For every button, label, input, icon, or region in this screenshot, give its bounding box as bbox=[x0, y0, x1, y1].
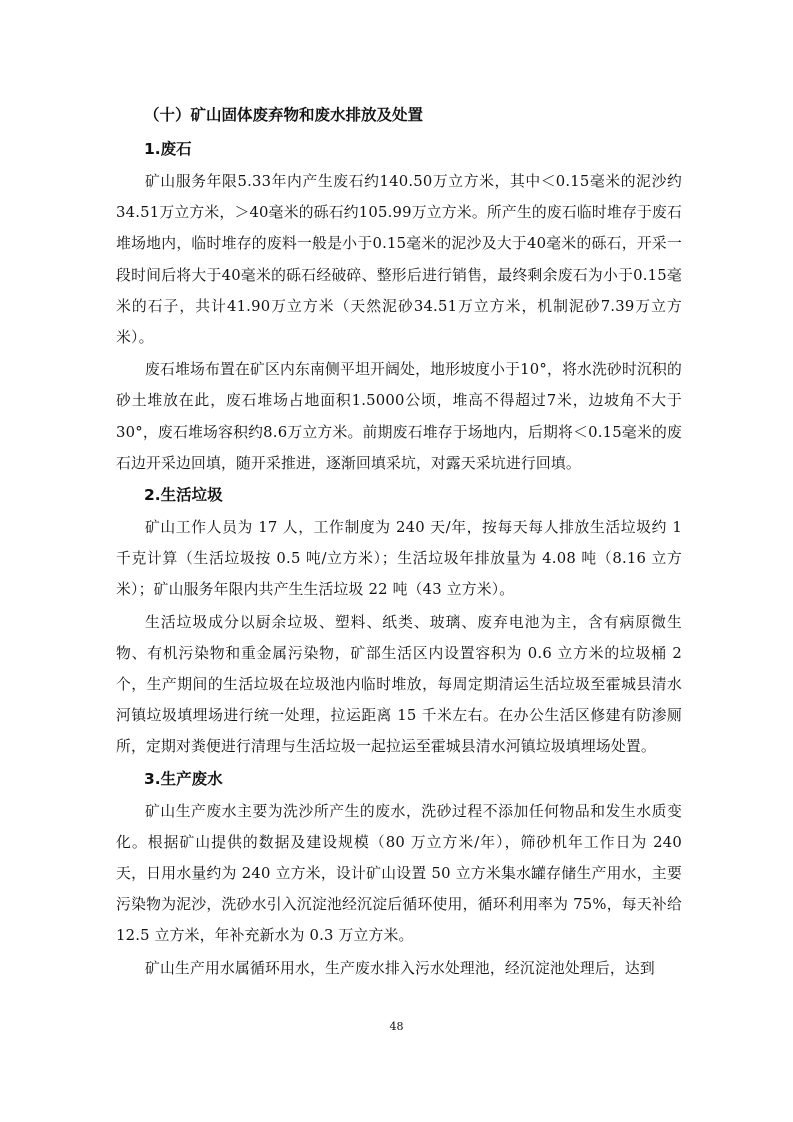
paragraph: 生活垃圾成分以厨余垃圾、塑料、纸类、玻璃、废弃电池为主，含有病原微生物、有机污染物和重金属污染物，矿部生活区内设置容积为 0.6 立方米的垃圾桶 2 个，生产期间的生活垃圾在垃圾池内临时堆放，每周定期清运生活垃圾至霍城县清水河镇垃圾填埋场进行统一处理，拉运距离 15 千米左右。在办公生活区修建有防渗厕所，定期对粪便进行清理与生活垃圾一起拉运至霍城县清水河镇垃圾填埋场处置。 bbox=[116, 613, 682, 756]
section-title: （十）矿山固体废弃物和废水排放及处置 bbox=[144, 106, 424, 124]
subsection-heading-waste-rock: 1.废石 bbox=[144, 140, 192, 158]
paragraph: 矿山生产用水属循环用水，生产废水排入污水处理池，经沉淀池处理后，达到 bbox=[145, 959, 655, 977]
paragraph: 废石堆场布置在矿区内东南侧平坦开阔处，地形坡度小于10°，将水洗砂时沉积的砂土堆放在此，废石堆场占地面积1.5000公顷，堆高不得超过7米，边坡角不大于30°，废石堆场容积约8.6万立方米。前期废石堆存于场地内，后期将＜0.15毫米的废石边开采边回填，随开采推进，逐渐回填采坑，对露天采坑进行回填。 bbox=[116, 361, 682, 472]
paragraph: 矿山生产废水主要为洗沙所产生的废水，洗砂过程不添加任何物品和发生水质变化。根据矿山提供的数据及建设规模（80 万立方米/年），筛砂机年工作日为 240 天，日用水量约为 240 立方米，设计矿山设置 50 立方米集水罐存储生产用水，主要污染物为泥沙，洗砂水引入沉淀池经沉淀后循环使用，循环利用率为 75%，每天补给 12.5 立方米，年补充新水为 0.3 万立方米。 bbox=[116, 802, 682, 945]
paragraph: 矿山工作人员为 17 人，工作制度为 240 天/年，按每天每人排放生活垃圾约 1 千克计算（生活垃圾按 0.5 吨/立方米）；生活垃圾年排放量为 4.08 吨（8.16 立方米）；矿山服务年限内共产生生活垃圾 22 吨（43 立方米）。 bbox=[116, 519, 682, 599]
page-number: 48 bbox=[389, 1020, 404, 1033]
subsection-heading-domestic-garbage: 2.生活垃圾 bbox=[144, 486, 223, 505]
subsection-heading-production-wastewater: 3.生产废水 bbox=[144, 769, 223, 788]
page-content bbox=[116, 100, 682, 985]
paragraph: 矿山服务年限5.33年内产生废石约140.50万立方米，其中＜0.15毫米的泥沙约34.51万立方米，＞40毫米的砾石约105.99万立方米。所产生的废石临时堆存于废石堆场地内，临时堆存的废料一般是小于0.15毫米的泥沙及大于40毫米的砾石，开采一段时间后将大于40毫米的砾石经破碎、整形后进行销售，最终剩余废石为小于0.15毫米的石子，共计41.90万立方米（天然泥砂34.51万立方米，机制泥砂7.39万立方米）。 bbox=[116, 173, 682, 347]
